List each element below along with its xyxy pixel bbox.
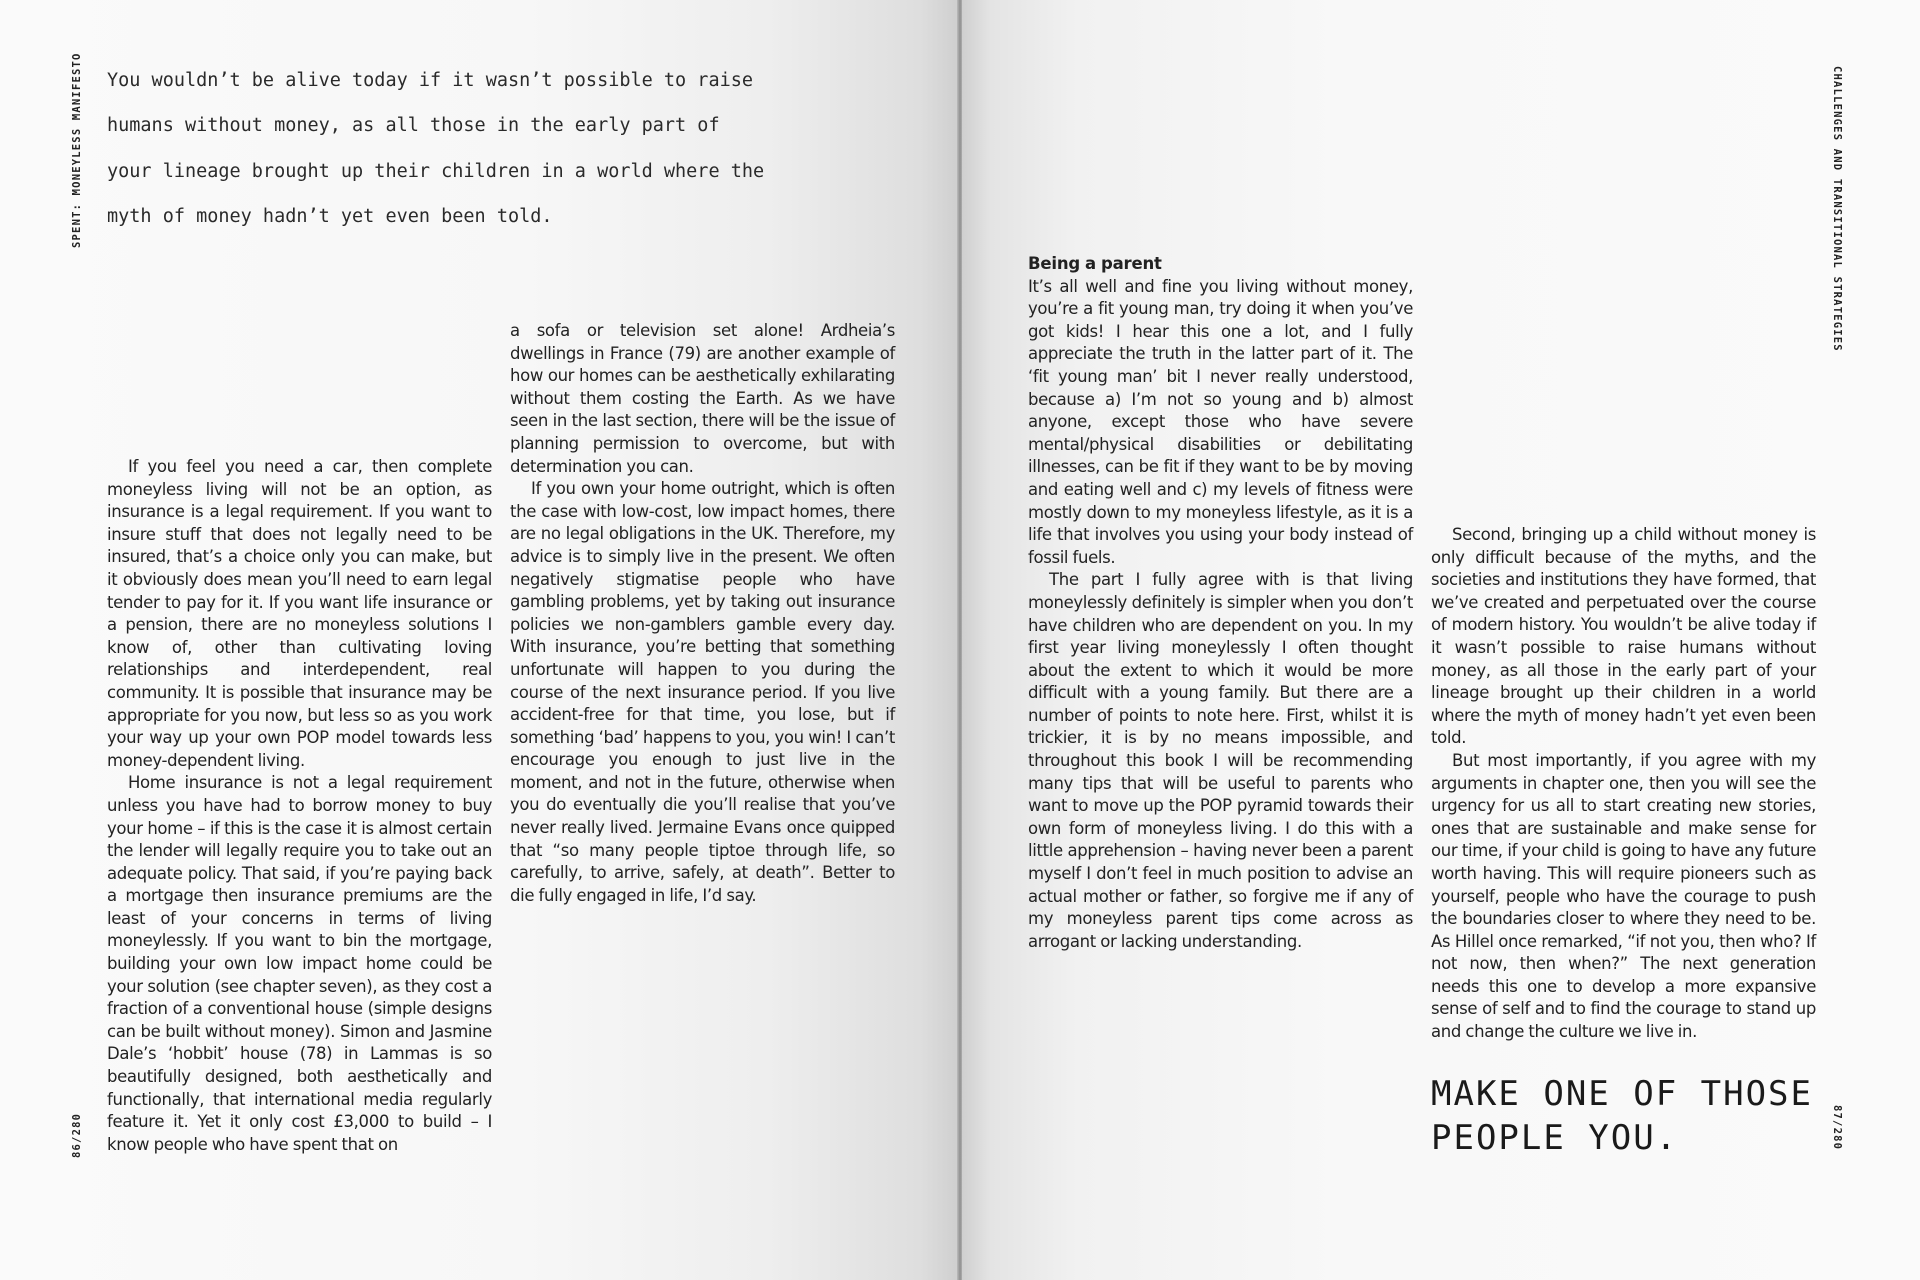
page-number-right: 87/280	[1831, 1105, 1843, 1151]
body-column-1	[107, 456, 492, 1156]
left-page	[0, 0, 958, 1280]
paragraph: It’s all well and fine you living without money, you’re a fit young man, try doing it when you’ve got kids! I hear this one a lot, and I fully appreciate the truth in the latter part of it. The ‘fit young man’ bit I never really understood, because a) I’m not so young and b) almost anyone, except those who have severe mental/physical disabilities or debilitating illnesses, can be fit if they want to be by moving and eating well and c) my levels of fitness were mostly down to my moneyless lifestyle, as it is a life that involves you using your body instead of fossil fuels.	[1028, 276, 1413, 567]
paragraph: a sofa or television set alone! Ardheia’s dwellings in France (79) are another example of how our homes can be aesthetically exhilarating without them costing the Earth. As we have seen in the last section, there will be the issue of planning permission to overcome, but with determination you can.	[510, 321, 895, 476]
paragraph: If you own your home outright, which is often the case with low-cost, low impact homes, there are no legal obligations in the UK. Therefore, my advice is to simply live in the present. We often negatively stigmatise people who have gambling problems, yet by taking out insurance policies we non-gamblers gamble every day. With insurance, you’re betting that something unfortunate will happen to you during the course of the next insurance period. If you live accident-free for that time, you lose, but if something ‘bad’ happens to you, you win! I can’t encourage you enough to just live in the moment, and not in the future, otherwise when you do eventually die you’ll realise that you’ve never really lived. Jermaine Evans once quipped that “so many people tiptoe through life, so carefully, to arrive, safely, at death”. Better to die fully engaged in life, I’d say.	[510, 479, 895, 905]
body-column-4	[1431, 524, 1816, 1044]
paragraph: The part I fully agree with is that living moneylessly definitely is simpler when you don’t have children who are dependent on you. In my first year living moneylessly I often thought about the extent to which it would be more difficult with a young family. But there are a number of points to note here. First, whilst it is trickier, it is by no means impossible, and throughout this book I will be recommending many tips that will be useful to parents who want to move up the POP pyramid towards their own form of moneyless living. I do this with a little apprehension – having never been a parent myself I don’t feel in much position to advise an actual mother or father, so forgive me if any of my moneyless parent tips come across as arrogant or lacking understanding.	[1028, 570, 1413, 951]
paragraph: Home insurance is not a legal requirement unless you have had to borrow money to buy your home – if this is the case it is almost certain the lender will legally require you to take out an adequate policy. That said, if you’re paying back a mortgage then insurance premiums are the least of your concerns in terms of living moneylessly. If you want to bin the mortgage, building your own low impact home could be your solution (see chapter seven), as they cost a fraction of a conventional house (simple designs can be built without money). Simon and Jasmine Dale’s ‘hobbit’ house (78) in Lammas is so beautifully designed, both aesthetically and functionally, that international media regularly feature it. Yet it only cost £3,000 to build – I know people who have spent that on	[107, 773, 492, 1154]
pull-quote-line: myth of money hadn’t yet even been told.	[107, 205, 553, 227]
closing-line: MAKE ONE OF THOSE	[1431, 1074, 1813, 1114]
paragraph: But most importantly, if you agree with my arguments in chapter one, then you will see the urgency for us all to start creating new stories, ones that are sustainable and make sense for our time, if your child is going to have any future worth having. This will require pioneers such as yourself, people who have the courage to push the boundaries closer to where they need to be. As Hillel once remarked, “if not you, then who? If not now, then when?” The next generation needs this one to develop a more expansive sense of self and to find the courage to stand up and change the culture we live in.	[1431, 750, 1816, 1042]
pull-quote-line: your lineage brought up their children in a world where the	[107, 160, 765, 182]
pull-quote	[107, 58, 827, 239]
page-number-left: 86/280	[71, 1112, 83, 1158]
closing-statement	[1431, 1072, 1831, 1160]
section-heading: Being a parent	[1028, 254, 1162, 273]
paragraph: If you feel you need a car, then complete moneyless living will not be an option, as insurance is a legal requirement. If you want to insure stuff that does not legally need to be insured, that’s a choice only you can make, but it obviously does mean you’ll need to earn legal tender to pay for it. If you want life insurance or a pension, there are no moneyless solutions I know of, other than cultivating loving relationships and interdependent, real community. It is possible that insurance may be appropriate for you now, but less so as you work your way up your own POP model towards less money-dependent living.	[107, 457, 492, 770]
paragraph: Second, bringing up a child without money is only difficult because of the myths, and the societies and institutions they have formed, that we’ve created and perpetuated over the course of modern history. You wouldn’t be alive today if it wasn’t possible to raise humans without money, as all those in the early part of your lineage brought up their children in a world where the myth of money hadn’t yet even been told.	[1431, 525, 1816, 748]
running-head-left: SPENT: MONEYLESS MANIFESTO	[71, 52, 83, 248]
pull-quote-line: You wouldn’t be alive today if it wasn’t possible to raise	[107, 70, 754, 91]
body-column-3	[1028, 253, 1413, 953]
body-column-2	[510, 320, 895, 907]
running-head-right: CHALLENGES AND TRANSITIONAL STRATEGIES	[1831, 66, 1843, 352]
pull-quote-line: humans without money, as all those in the early part of	[107, 115, 720, 137]
closing-line: PEOPLE YOU.	[1431, 1118, 1679, 1158]
